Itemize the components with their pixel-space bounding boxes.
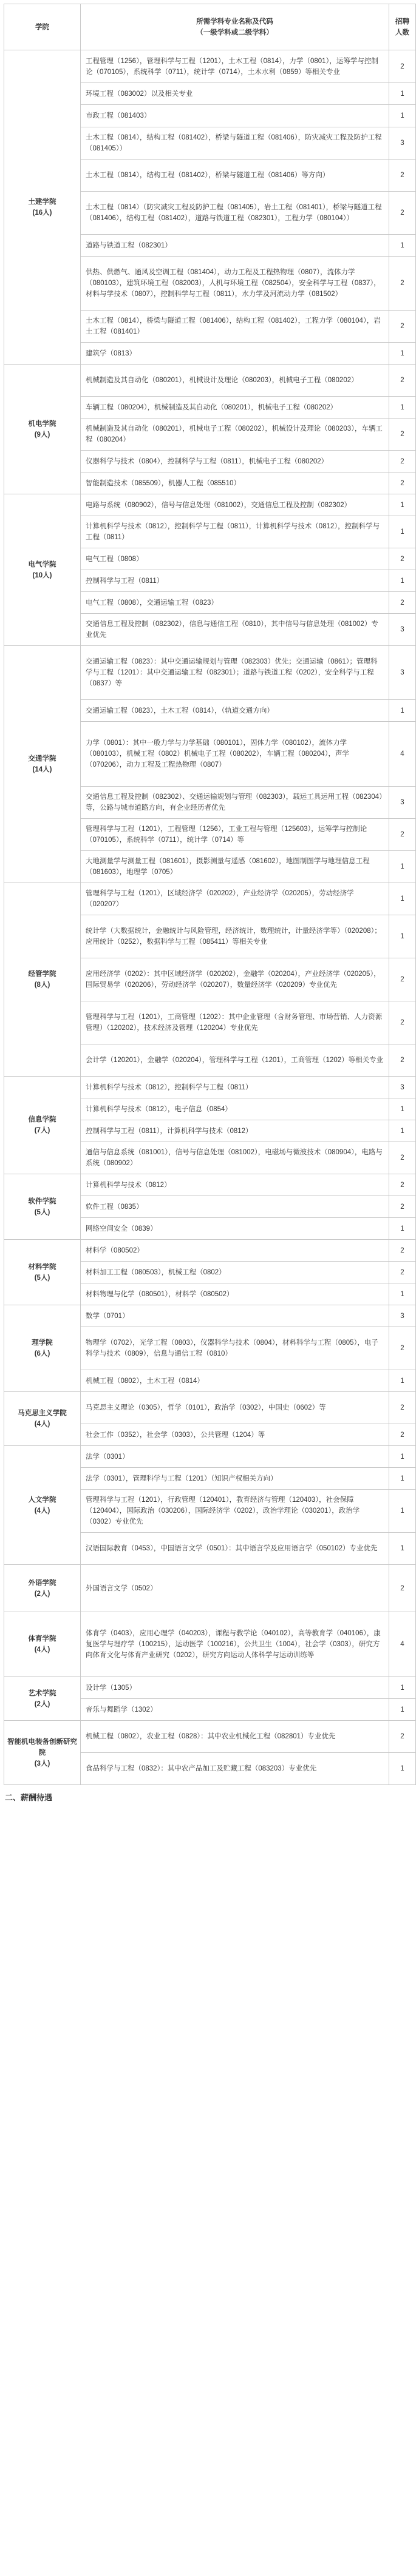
major-cell: 土木工程（0814），结构工程（081402），桥梁与隧道工程（081406）等方向） [81, 160, 389, 192]
major-cell: 管理科学与工程（1201），工商管理（1202）：其中企业管理（含财务管理、市场营销、人力资源管理）（120202），技术经济及管理（120204）专业优先 [81, 1001, 389, 1044]
college-total: (10人) [32, 571, 52, 579]
count-cell: 1 [389, 516, 416, 548]
major-cell: 市政工程（081403） [81, 105, 389, 127]
major-cell: 会计学（120201），金融学（020204），管理科学与工程（1201），工商管理（1202）等相关专业 [81, 1044, 389, 1077]
count-cell: 1 [389, 343, 416, 365]
college-cell [4, 1240, 81, 1305]
count-cell: 4 [389, 1612, 416, 1677]
table-row [4, 1677, 416, 1699]
college-cell [4, 1392, 81, 1446]
college-name: 经管学院 [28, 970, 56, 978]
major-cell: 体育学（0403），应用心理学（040203），课程与教学论（040102），高等教育学（040106），康复医学与理疗学（100215），运动医学（100216），公共卫生（1004），社会学（0303），研究方向体育文化与体育产业研究（0202），研究方向运动人体科学与运动训练等 [81, 1612, 389, 1677]
major-cell: 交通信息工程及控制（082302）、交通运输规划与管理（082303），载运工具运用工程（082304）等，公路与城市道路方向，有企业经历者优先 [81, 787, 389, 819]
major-cell: 计算机科学与技术（0812），控制科学与工程（0811） [81, 1077, 389, 1098]
count-cell: 1 [389, 1370, 416, 1392]
table-row [4, 883, 416, 915]
count-cell: 2 [389, 1142, 416, 1174]
count-cell: 1 [389, 915, 416, 958]
major-cell: 控制科学与工程（0811），计算机科学与技术（0812） [81, 1120, 389, 1142]
count-cell: 1 [389, 1533, 416, 1565]
major-cell: 机械制造及其自动化（080201），机械设计及理论（080203），机械电子工程（080202） [81, 365, 389, 397]
major-cell: 管理科学与工程（1201），行政管理（120401），教育经济与管理（120403），社会保障（120404），国际政治（030206），国际经济学（0202），政治学理论（030201），政治学（0302）专业优先 [81, 1490, 389, 1533]
major-cell: 仪器科学与技术（0804），控制科学与工程（0811），机械电子工程（080202） [81, 451, 389, 472]
table-row [4, 1174, 416, 1196]
college-total: (6人) [34, 1350, 50, 1357]
table-header-row [4, 4, 416, 50]
count-cell: 2 [389, 451, 416, 472]
college-cell [4, 646, 81, 883]
count-cell: 2 [389, 419, 416, 451]
table-row [4, 1240, 416, 1262]
count-cell: 1 [389, 1490, 416, 1533]
major-cell: 计算机科学与技术（0812） [81, 1174, 389, 1196]
section-title-salary: 二、薪酬待遇 [5, 1793, 53, 1802]
major-cell: 力学（0801）：其中一般力学与力学基础（080101），固体力学（080102），流体力学（080103），机械工程（0802）机械电子工程（080202），车辆工程（080204），声学（070206），动力工程及工程热物理（0807） [81, 722, 389, 787]
college-cell [4, 1446, 81, 1565]
table-row [4, 1612, 416, 1677]
count-cell: 1 [389, 1677, 416, 1699]
count-cell: 2 [389, 1001, 416, 1044]
count-cell: 3 [389, 127, 416, 160]
college-total: (5人) [34, 1274, 50, 1282]
college-total: (4人) [34, 1646, 50, 1653]
major-cell: 法学（0301），管理科学与工程（1201）（知识产权相关方向） [81, 1468, 389, 1490]
college-name: 外语学院 [28, 1579, 56, 1587]
major-cell: 材料加工工程（080503），机械工程（0802） [81, 1262, 389, 1283]
college-name: 信息学院 [28, 1116, 56, 1123]
count-cell: 3 [389, 646, 416, 700]
table-row [4, 50, 416, 83]
table-row [4, 494, 416, 516]
count-cell: 2 [389, 1044, 416, 1077]
college-name: 智能机电装备创新研究院 [7, 1738, 77, 1757]
college-cell [4, 50, 81, 365]
college-name: 马克思主义学院 [18, 1410, 67, 1417]
major-cell: 材料学（080502） [81, 1240, 389, 1262]
count-cell: 1 [389, 1120, 416, 1142]
major-cell: 土木工程（0814），结构工程（081402），桥梁与隧道工程（081406），防灾减灾工程及防护工程（081405）） [81, 127, 389, 160]
major-cell: 环境工程（083002）以及相关专业 [81, 83, 389, 105]
count-cell: 1 [389, 1699, 416, 1721]
count-cell: 2 [389, 1392, 416, 1424]
count-cell: 2 [389, 1196, 416, 1218]
count-cell: 1 [389, 494, 416, 516]
major-cell: 外国语言文学（0502） [81, 1565, 389, 1612]
table-row [4, 1446, 416, 1468]
major-cell: 工程管理（1256），管理科学与工程（1201），土木工程（0814），力学（0801），运筹学与控制论（070105），系统科学（0711），统计学（0714），土木水利（0859）等相关专业 [81, 50, 389, 83]
major-cell: 食品科学与工程（0832）：其中农产品加工及贮藏工程（083203）专业优先 [81, 1753, 389, 1785]
major-cell: 土木工程（0814），桥梁与隧道工程（081406），结构工程（081402），工程力学（080104），岩土工程（081401） [81, 311, 389, 343]
count-cell: 1 [389, 1468, 416, 1490]
major-cell: 管理科学与工程（1201），区域经济学（020202），产业经济学（020205），劳动经济学（020207） [81, 883, 389, 915]
count-cell: 4 [389, 722, 416, 787]
count-cell: 3 [389, 614, 416, 646]
college-total: (14人) [32, 766, 52, 773]
major-cell: 材料物理与化学（080501），材料学（080502） [81, 1283, 389, 1305]
count-cell: 2 [389, 50, 416, 83]
table-body [4, 50, 416, 1785]
major-cell: 机械工程（0802），土木工程（0814） [81, 1370, 389, 1392]
college-total: (3人) [34, 1760, 50, 1767]
major-cell: 管理科学与工程（1201），工程管理（1256），工业工程与管理（125603），运筹学与控制论（070105），系统科学（0711），统计学（0714）等 [81, 819, 389, 851]
major-cell: 大地测量学与测量工程（081601），摄影测量与遥感（081602），地图制图学与地理信息工程（081603），地理学（0705） [81, 851, 389, 883]
major-cell: 设计学（1305） [81, 1677, 389, 1699]
college-name: 土建学院 [28, 198, 56, 206]
major-cell: 通信与信息系统（081001），信号与信息处理（081002），电磁场与微波技术（080904），电路与系统（080902） [81, 1142, 389, 1174]
college-total: (8人) [34, 981, 50, 989]
table-row [4, 1392, 416, 1424]
college-cell [4, 494, 81, 646]
count-cell: 3 [389, 1077, 416, 1098]
major-cell: 机械工程（0802），农业工程（0828）：其中农业机械化工程（082801）专业优先 [81, 1721, 389, 1753]
count-cell: 2 [389, 1424, 416, 1446]
college-name: 理学院 [32, 1339, 53, 1347]
count-cell: 1 [389, 1218, 416, 1240]
count-cell: 2 [389, 311, 416, 343]
college-cell [4, 1174, 81, 1240]
college-cell [4, 365, 81, 494]
count-cell: 3 [389, 787, 416, 819]
major-cell: 音乐与舞蹈学（1302） [81, 1699, 389, 1721]
major-cell: 统计学（大数据统计，金融统计与风险管理，经济统计，数理统计，计量经济学等）（020208）；应用统计（0252），数据科学与工程（085411）等相关专业 [81, 915, 389, 958]
college-name: 体育学院 [28, 1635, 56, 1643]
count-cell: 1 [389, 1283, 416, 1305]
major-cell: 物理学（0702），光学工程（0803），仪器科学与技术（0804），材料科学与工程（0805），电子科学与技术（0809），信息与通信工程（0810） [81, 1327, 389, 1370]
count-cell: 2 [389, 160, 416, 192]
college-total: (9人) [34, 431, 50, 439]
college-total: (2人) [34, 1700, 50, 1708]
major-cell: 建筑学（0813） [81, 343, 389, 365]
count-cell: 2 [389, 1174, 416, 1196]
count-cell: 2 [389, 1721, 416, 1753]
header-count [389, 4, 416, 50]
major-cell: 计算机科学与技术（0812），电子信息（0854） [81, 1098, 389, 1120]
major-cell: 控制科学与工程（0811） [81, 570, 389, 592]
header-major-line1: 所需学科专业名称及代码 [196, 18, 273, 25]
college-name: 交通学院 [28, 755, 56, 762]
college-cell [4, 1077, 81, 1174]
count-cell: 1 [389, 105, 416, 127]
major-cell: 智能制造技术（085509），机器人工程（085510） [81, 472, 389, 494]
count-cell: 1 [389, 1098, 416, 1120]
major-cell: 马克思主义理论（0305），哲学（0101），政治学（0302），中国史（0602）等 [81, 1392, 389, 1424]
table-row [4, 1721, 416, 1753]
count-cell: 3 [389, 1305, 416, 1327]
table-row [4, 1305, 416, 1327]
college-total: (4人) [34, 1507, 50, 1515]
college-name: 人文学院 [28, 1496, 56, 1504]
count-cell: 2 [389, 192, 416, 235]
major-cell: 法学（0301） [81, 1446, 389, 1468]
major-cell: 电路与系统（080902），信号与信息处理（081002），交通信息工程及控制（082302） [81, 494, 389, 516]
header-college: 学院 [4, 4, 81, 50]
count-cell: 1 [389, 235, 416, 257]
header-count-line1: 招聘 [395, 18, 409, 25]
college-cell [4, 1721, 81, 1785]
college-name: 艺术学院 [28, 1689, 56, 1697]
count-cell: 2 [389, 958, 416, 1001]
major-cell: 车辆工程（080204），机械制造及其自动化（080201），机械电子工程（080202） [81, 397, 389, 419]
count-cell: 2 [389, 1565, 416, 1612]
count-cell: 1 [389, 83, 416, 105]
header-major-line2: （一级学科或二级学科） [196, 29, 273, 36]
count-cell: 2 [389, 548, 416, 570]
college-total: (5人) [34, 1208, 50, 1216]
college-total: (4人) [34, 1421, 50, 1428]
college-total: (2人) [34, 1590, 50, 1598]
table-row [4, 646, 416, 700]
count-cell: 1 [389, 570, 416, 592]
table-row [4, 1565, 416, 1612]
count-cell: 2 [389, 365, 416, 397]
count-cell: 2 [389, 1327, 416, 1370]
count-cell: 2 [389, 1262, 416, 1283]
major-cell: 电气工程（0808），交通运输工程（0823） [81, 592, 389, 614]
count-cell: 2 [389, 1240, 416, 1262]
major-cell: 应用经济学（0202）：其中区域经济学（020202），金融学（020204），产业经济学（020205），国际贸易学（020206），劳动经济学（020207），数量经济学（020209）专业优先 [81, 958, 389, 1001]
college-cell [4, 1677, 81, 1721]
college-cell [4, 1305, 81, 1392]
major-cell: 机械制造及其自动化（080201），机械电子工程（080202），机械设计及理论（080203），车辆工程（080204） [81, 419, 389, 451]
college-total: (7人) [34, 1127, 50, 1134]
header-count-line2: 人数 [395, 29, 409, 36]
major-cell: 计算机科学与技术（0812），控制科学与工程（0811），计算机科学与技术（0812），控制科学与工程（0811） [81, 516, 389, 548]
count-cell: 1 [389, 397, 416, 419]
major-cell: 交通运输工程（0823），土木工程（0814），（轨道交通方向） [81, 700, 389, 722]
college-name: 机电学院 [28, 420, 56, 428]
count-cell: 1 [389, 851, 416, 883]
header-major [81, 4, 389, 50]
major-cell: 数学（0701） [81, 1305, 389, 1327]
count-cell: 1 [389, 1446, 416, 1468]
college-name: 电气学院 [28, 560, 56, 568]
college-cell [4, 1612, 81, 1677]
major-cell: 网络空间安全（0839） [81, 1218, 389, 1240]
major-cell: 汉语国际教育（0453），中国语言文学（0501）：其中语言学及应用语言学（050102）专业优先 [81, 1533, 389, 1565]
table-row [4, 1077, 416, 1098]
count-cell: 2 [389, 819, 416, 851]
major-cell: 软件工程（0835） [81, 1196, 389, 1218]
major-cell: 道路与铁道工程（082301） [81, 235, 389, 257]
major-cell: 社会工作（0352），社会学（0303），公共管理（1204）等 [81, 1424, 389, 1446]
count-cell: 2 [389, 472, 416, 494]
major-cell: 供热、供燃气、通风及空调工程（081404），动力工程及工程热物理（0807），流体力学（080103），建筑环境工程（082003），人机与环境工程（082504），安全科学与工程（0837），材料与学技术（0807），控制科学与工程（0811），水力学及河流动力学（081502） [81, 257, 389, 311]
count-cell: 1 [389, 883, 416, 915]
major-cell: 电气工程（0808） [81, 548, 389, 570]
major-cell: 交通运输工程（0823）：其中交通运输规划与管理（082303）优先；交通运输（0861）；管理科学与工程（1201）：其中交通运输工程（082301）；道路与铁道工程（0202），安全科学与工程（0837）等 [81, 646, 389, 700]
table-row [4, 365, 416, 397]
college-cell [4, 883, 81, 1077]
major-cell: 土木工程（0814）（防灾减灾工程及防护工程（081405），岩土工程（081401），桥梁与隧道工程（081406），结构工程（081402），道路与铁道工程（082301），工程力学（080104）） [81, 192, 389, 235]
count-cell: 1 [389, 700, 416, 722]
college-name: 材料学院 [28, 1263, 56, 1271]
count-cell: 1 [389, 1753, 416, 1785]
college-name: 软件学院 [28, 1197, 56, 1205]
count-cell: 2 [389, 592, 416, 614]
college-cell [4, 1565, 81, 1612]
major-cell: 交通信息工程及控制（082302），信息与通信工程（0810），其中信号与信息处理（081002）专业优先 [81, 614, 389, 646]
recruitment-table [4, 4, 416, 1785]
count-cell: 2 [389, 257, 416, 311]
college-total: (16人) [32, 209, 52, 217]
